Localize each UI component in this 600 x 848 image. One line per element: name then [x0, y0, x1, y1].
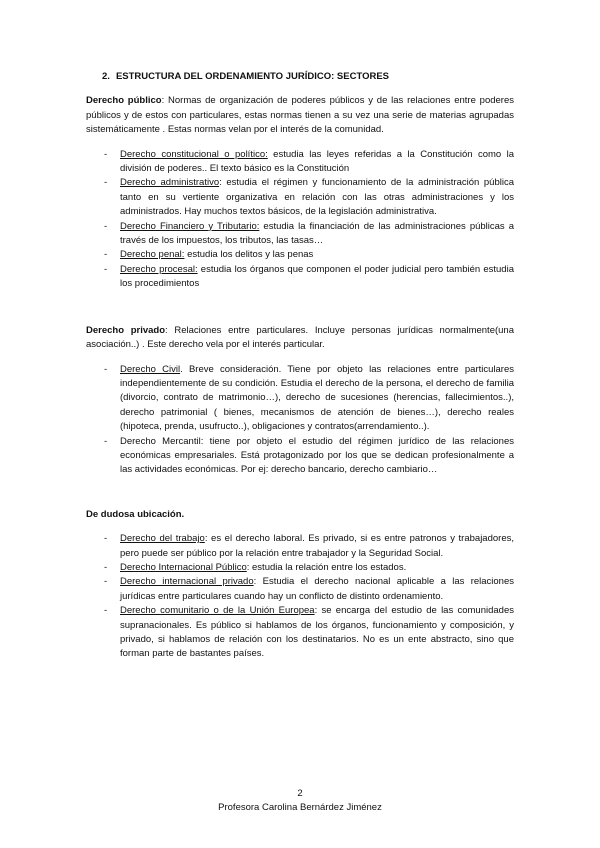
list-item — [86, 263, 514, 292]
item-text: Derecho Mercantil: tiene por objeto el estudio del régimen jurídico de las relaciones económicas empresariales. Está protagonizado por los que se dedican profesionalmente a las actividades económicas. Por ej: derecho bancario, derecho cambiario… — [120, 435, 514, 476]
dudosa-title: De dudosa ubicación. — [86, 508, 185, 520]
item-term: Derecho del trabajo — [120, 533, 205, 545]
item-term: Derecho penal: — [120, 249, 185, 261]
item-text: estudia los delitos y las penas — [184, 249, 314, 261]
item-text: : Estudia el derecho nacional aplicable a las relaciones jurídicas entre particulares cuando hay un conflicto de distinto ordenamiento. — [120, 576, 514, 602]
list-item — [86, 604, 514, 662]
privado-list — [86, 363, 514, 478]
item-term: Derecho internacional privado — [120, 576, 254, 588]
publico-list — [86, 148, 514, 292]
privado-text: : Relaciones entre particulares. Incluye personas jurídicas normalmente(una asociación..) . Este derecho vela por el interés particular. — [86, 324, 514, 351]
bullet-dash: - — [104, 435, 108, 447]
item-text: . Breve consideración. Tiene por objeto las relaciones entre particulares independientemente de su condición. Estudia el derecho de la persona, el derecho de familia (divorcio, contrato de matrimonio…), derecho de sucesiones (herencias, fallecimientos..), derecho patrimonial ( bienes, mecanismos de atención de bienes…), derecho reales (hipoteca, prenda, usufructo..), obligaciones y contratos(arrendamiento..). — [120, 363, 514, 433]
heading-text: ESTRUCTURA DEL ORDENAMIENTO JURÍDICO: SECTORES — [115, 71, 389, 82]
list-item — [86, 148, 514, 177]
item-term: Derecho comunitario o de la Unión Europea — [120, 605, 315, 617]
heading-number: 2. — [102, 71, 110, 82]
item-term: Derecho Internacional Público — [120, 561, 247, 573]
item-text: : se encarga del estudio de las comunidades supranacionales. Es público si hablamos de los órganos, funcionamiento y composición, y privado, si hablamos de relación con los destinatarios. No es un ente abstracto, sino que forman parte de bastantes países. — [120, 605, 514, 660]
item-text: estudia los órganos que componen el poder judicial pero también estudia los procedimientos — [120, 263, 514, 290]
page-number: 2 — [297, 788, 303, 799]
item-term: Derecho administrativo — [120, 177, 220, 189]
item-text: : estudia el régimen y funcionamiento de la administración pública tanto en su vertiente organizativa en relación con las otras administraciones y los administrados. Hay muchos textos básicos, de la legislación administrativa. — [120, 177, 514, 218]
bullet-dash: - — [104, 576, 108, 588]
bullet-dash: - — [104, 605, 108, 617]
bullet-dash: - — [104, 220, 108, 232]
item-text: estudia las leyes referidas a la Constitución como la división de poderes.. El texto básico es la Constitución — [120, 148, 514, 175]
item-term: Derecho Civil — [120, 363, 181, 375]
bullet-dash: - — [104, 363, 108, 375]
list-item — [86, 363, 514, 435]
item-term: Derecho Financiero y Tributario: — [120, 220, 260, 232]
section-spacer — [86, 478, 514, 508]
item-term: Derecho procesal: — [120, 263, 198, 275]
list-item — [86, 561, 514, 575]
section-heading — [102, 70, 514, 84]
privado-label: Derecho privado — [86, 324, 166, 336]
list-item — [86, 248, 514, 262]
bullet-dash: - — [104, 561, 108, 573]
list-item — [86, 575, 514, 604]
bullet-dash: - — [104, 249, 108, 261]
item-text: : es el derecho laboral. Es privado, si es entre patronos y trabajadores, pero puede ser público por la relación entre trabajador y la Seguridad Social. — [120, 533, 514, 559]
bullet-dash: - — [104, 533, 108, 545]
page-content — [86, 70, 514, 662]
bullet-dash: - — [104, 263, 108, 275]
bullet-dash: - — [104, 148, 108, 160]
item-text: : estudia la relación entre los estados. — [246, 561, 407, 573]
publico-text: : Normas de organización de poderes públicos y de las relaciones entre poderes públicos y de estos con particulares, estas normas tienen a su vez una serie de materias agrupadas sistemáticamente . Estas normas velan por el interés de la comunidad. — [86, 95, 514, 136]
dudosa-list — [86, 532, 514, 662]
publico-label: Derecho público — [86, 95, 162, 107]
publico-paragraph — [86, 94, 514, 137]
list-item — [86, 220, 514, 249]
section-spacer — [86, 292, 514, 324]
item-text: estudia la financiación de las administraciones públicas a través de los impuestos, los tributos, las tasas… — [120, 220, 515, 247]
privado-paragraph — [86, 324, 514, 353]
list-item — [86, 532, 514, 561]
footer-author: Profesora Carolina Bernárdez Jiménez — [218, 802, 382, 813]
item-term: Derecho constitucional o político: — [120, 148, 268, 160]
list-item — [86, 435, 514, 478]
list-item — [86, 176, 514, 219]
bullet-dash: - — [104, 177, 108, 189]
